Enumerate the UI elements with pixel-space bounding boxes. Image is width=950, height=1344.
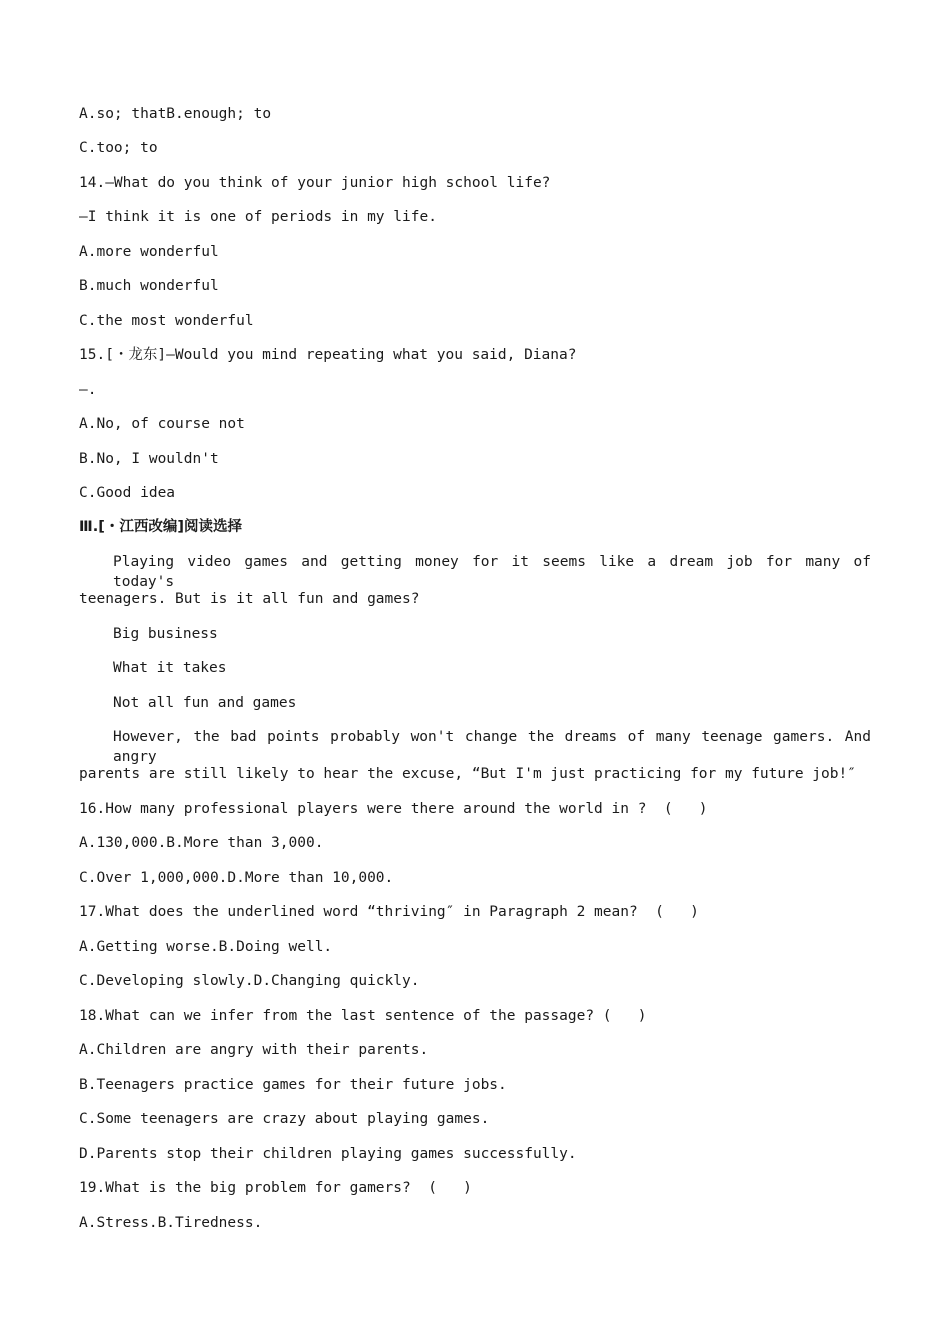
q16-options-cd: C.Over 1,000,000.D.More than 10,000. <box>79 870 394 886</box>
q17-options-ab: A.Getting worse.B.Doing well. <box>79 939 333 955</box>
q18-option-d: D.Parents stop their children playing games successfully. <box>79 1146 577 1162</box>
q19-options-ab: A.Stress.B.Tiredness. <box>79 1215 263 1231</box>
q14-answer-line: —I think it is one of periods in my life. <box>79 209 437 225</box>
q18-option-c: C.Some teenagers are crazy about playing games. <box>79 1111 490 1127</box>
q19-stem: 19.What is the big problem for gamers? ( ) <box>79 1180 472 1196</box>
q15-option-a: A.No, of course not <box>79 416 245 432</box>
q18-stem: 18.What can we infer from the last sentence of the passage? ( ) <box>79 1008 647 1024</box>
q14-option-a: A.more wonderful <box>79 244 219 260</box>
q15-option-b: B.No, I wouldn't <box>79 451 219 467</box>
q13-option-ab: A.so; thatB.enough; to <box>79 106 272 122</box>
q17-options-cd: C.Developing slowly.D.Changing quickly. <box>79 973 420 989</box>
section-heading: Ⅲ.[・江西改编]阅读选择 <box>79 519 242 535</box>
q14-stem: 14.—What do you think of your junior high school life? <box>79 175 551 191</box>
q17-stem: 17.What does the underlined word “thriving″ in Paragraph 2 mean? ( ) <box>79 904 699 920</box>
passage-para2-line1: However, the bad points probably won't change the dreams of many teenage gamers. And angry <box>113 729 871 765</box>
q14-option-b: B.much wonderful <box>79 278 219 294</box>
subheading-what-it-takes: What it takes <box>113 660 227 676</box>
q15-answer-line: —. <box>79 382 97 398</box>
q15-option-c: C.Good idea <box>79 485 176 501</box>
subheading-big-business: Big business <box>113 626 218 642</box>
q16-options-ab: A.130,000.B.More than 3,000. <box>79 835 324 851</box>
subheading-not-all-fun: Not all fun and games <box>113 695 297 711</box>
q14-option-c: C.the most wonderful <box>79 313 254 329</box>
passage-para1-line2: teenagers. But is it all fun and games? <box>79 591 420 607</box>
q13-option-c: C.too; to <box>79 140 158 156</box>
q15-stem: 15.[・龙东]—Would you mind repeating what you said, Diana? <box>79 347 577 363</box>
passage-para2-line2: parents are still likely to hear the excuse, “But I'm just practicing for my future job!″ <box>79 766 856 782</box>
q18-option-b: B.Teenagers practice games for their future jobs. <box>79 1077 507 1093</box>
q16-stem: 16.How many professional players were there around the world in ? ( ) <box>79 801 708 817</box>
passage-para1-line1: Playing video games and getting money for it seems like a dream job for many of today's <box>113 554 871 590</box>
q18-option-a: A.Children are angry with their parents. <box>79 1042 429 1058</box>
